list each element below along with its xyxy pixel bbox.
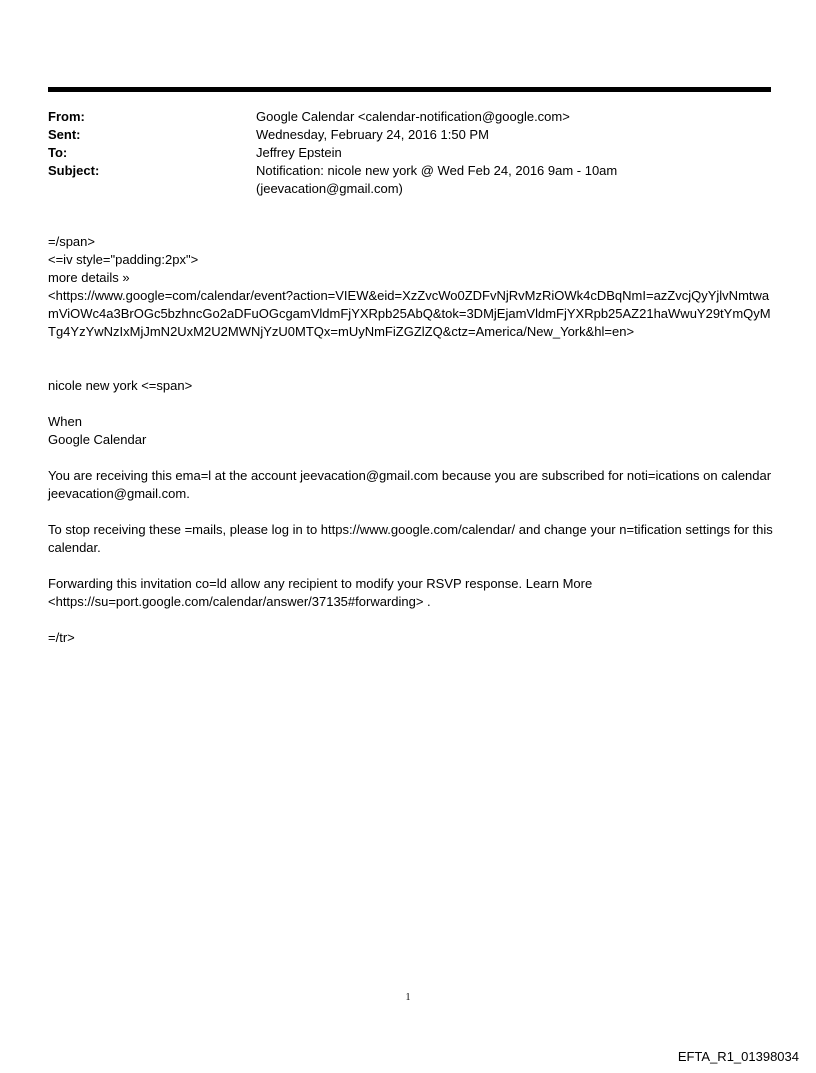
email-body [48, 233, 774, 647]
subject-line-1: Notification: nicole new york @ Wed Feb 24, 2016 9am - 10am [256, 163, 618, 178]
subject-row [48, 162, 771, 198]
page-number: 1 [405, 992, 411, 1003]
email-header [48, 108, 771, 198]
subject-line-2: (jeevacation@gmail.com) [256, 181, 403, 196]
stop-notice: To stop receiving these =mails, please log in to https://www.google.com/calendar/ and change your n=tification settings for this calendar. [48, 522, 773, 555]
subject-value [256, 162, 771, 198]
from-value: Google Calendar <calendar-notification@google.com> [256, 109, 570, 124]
sent-row [48, 126, 771, 144]
to-label: To: [48, 145, 68, 160]
event-name: nicole new york <=span> [48, 378, 193, 393]
forwarding-url[interactable]: <https://su=port.google.com/calendar/answer/37135#forwarding> . [48, 594, 431, 609]
span-close-line: =/span> [48, 234, 95, 249]
div-style-line: <=iv style="padding:2px"> [48, 252, 199, 267]
receiving-notice: You are receiving this ema=l at the account jeevacation@gmail.com because you are subscribed for noti=ications on calendar jeevacation@gmail.com. [48, 468, 772, 501]
when-label: When [48, 414, 82, 429]
from-row [48, 108, 771, 126]
from-label: From: [48, 109, 85, 124]
tr-close-line: =/tr> [48, 630, 75, 645]
event-url[interactable]: <https://www.google=com/calendar/event?action=VIEW&eid=XzZvcWo0ZDFvNjRvMzRiOWk4cDBqNmI=azZvcjQyYjlvNmtwamViOWc4a3BrOGc5bzhncGo2aDFuOGcgamVldmFjYXRpb25AbQ&tok=3DMjEjamVldmFjYXRpb25AZ21haWwuY29tYmQyMTg4YzYwNzIxMjJmN2UxM2U2MWNjYzU0MTQx=mUyNmFiZGZlZQ&ctz=America/New_York&hl=en> [48, 288, 771, 339]
sent-label: Sent: [48, 127, 81, 142]
header-rule [48, 87, 771, 92]
document-id: EFTA_R1_01398034 [677, 1049, 799, 1064]
google-calendar-label: Google Calendar [48, 432, 147, 447]
more-details-link[interactable]: more details » [48, 270, 130, 285]
to-value: Jeffrey Epstein [256, 145, 342, 160]
subject-label: Subject: [48, 163, 100, 178]
sent-value: Wednesday, February 24, 2016 1:50 PM [256, 127, 489, 142]
to-row [48, 144, 771, 162]
forwarding-notice: Forwarding this invitation co=ld allow any recipient to modify your RSVP response. Learn More [48, 576, 593, 591]
